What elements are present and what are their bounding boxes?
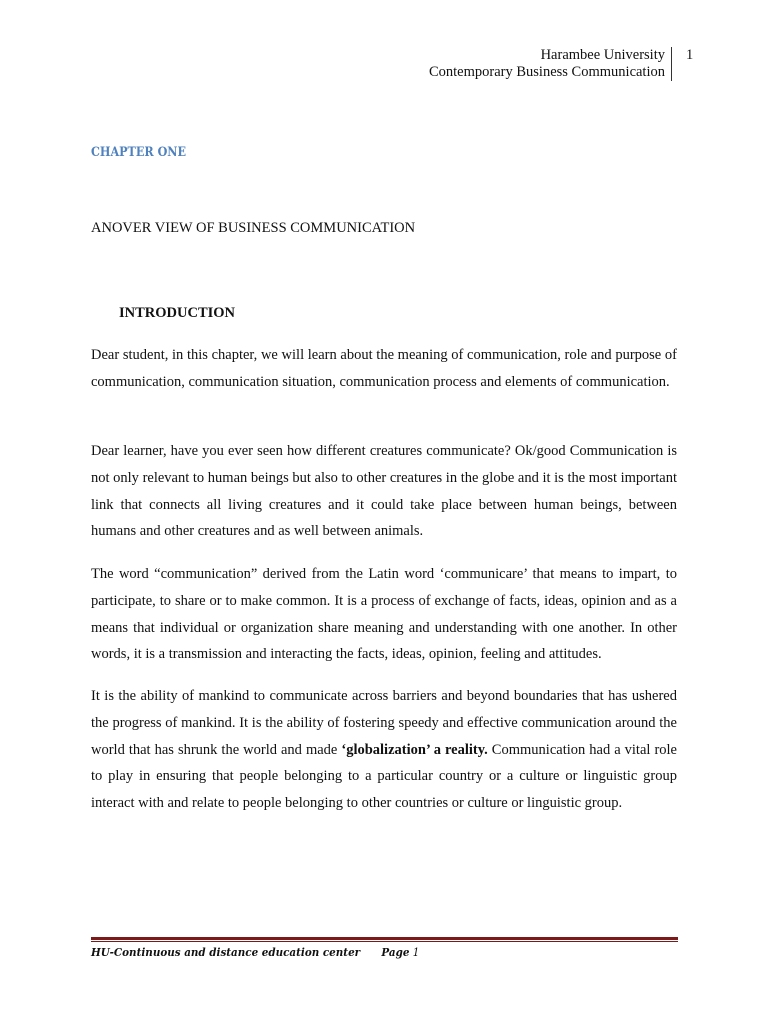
footer-rule-thin	[91, 941, 678, 942]
page-footer	[91, 945, 419, 959]
chapter-label: CHAPTER ONE	[91, 145, 187, 160]
footer-rule	[91, 937, 678, 940]
page-header	[429, 47, 672, 81]
chapter-title: ANOVER VIEW OF BUSINESS COMMUNICATION	[91, 220, 416, 236]
paragraph-4	[91, 683, 677, 817]
paragraph-4-text-b: Communication had a vital role to play in ensuring that people belonging to a particular country or a culture or linguistic group interact with and relate to people belonging to other countries or culture or linguistic group.	[91, 741, 677, 812]
paragraph-4-bold: ‘globalization’ a reality.	[341, 741, 488, 758]
paragraph-2: Dear learner, have you ever seen how different creatures communicate? Ok/good Communication is not only relevant to human beings but also to other creatures in the globe and it is the most important link that connects all living creatures and it could take place between human beings, between humans and other creatures and as well between animals.	[91, 443, 677, 540]
footer-page-label: Page	[381, 945, 410, 959]
footer-page-number: 1	[412, 945, 420, 959]
paragraph-1: Dear student, in this chapter, we will learn about the meaning of communication, role and purpose of communication, communication situation, communication process and elements of communication.	[91, 347, 677, 390]
header-course: Contemporary Business Communication	[428, 64, 665, 80]
header-university: Harambee University	[540, 47, 665, 63]
paragraph-3: The word “communication” derived from the Latin word ‘communicare’ that means to impart, to participate, to share or to make common. It is a process of exchange of facts, ideas, opinion and as a means that individual or organization share meaning and understanding with one another. In other words, it is a transmission and interacting the facts, ideas, opinion, feeling and attitudes.	[91, 566, 677, 663]
footer-center-name: HU-Continuous and distance education center	[91, 945, 361, 959]
paragraph-4-text-a: It is the ability of mankind to communicate across barriers and beyond boundaries that has ushered the progress of mankind. It is the ability of fostering speedy and effective communication around the world that has shrunk the world and made	[91, 688, 677, 758]
header-page-number: 1	[686, 47, 694, 63]
section-heading: INTRODUCTION	[119, 305, 236, 321]
